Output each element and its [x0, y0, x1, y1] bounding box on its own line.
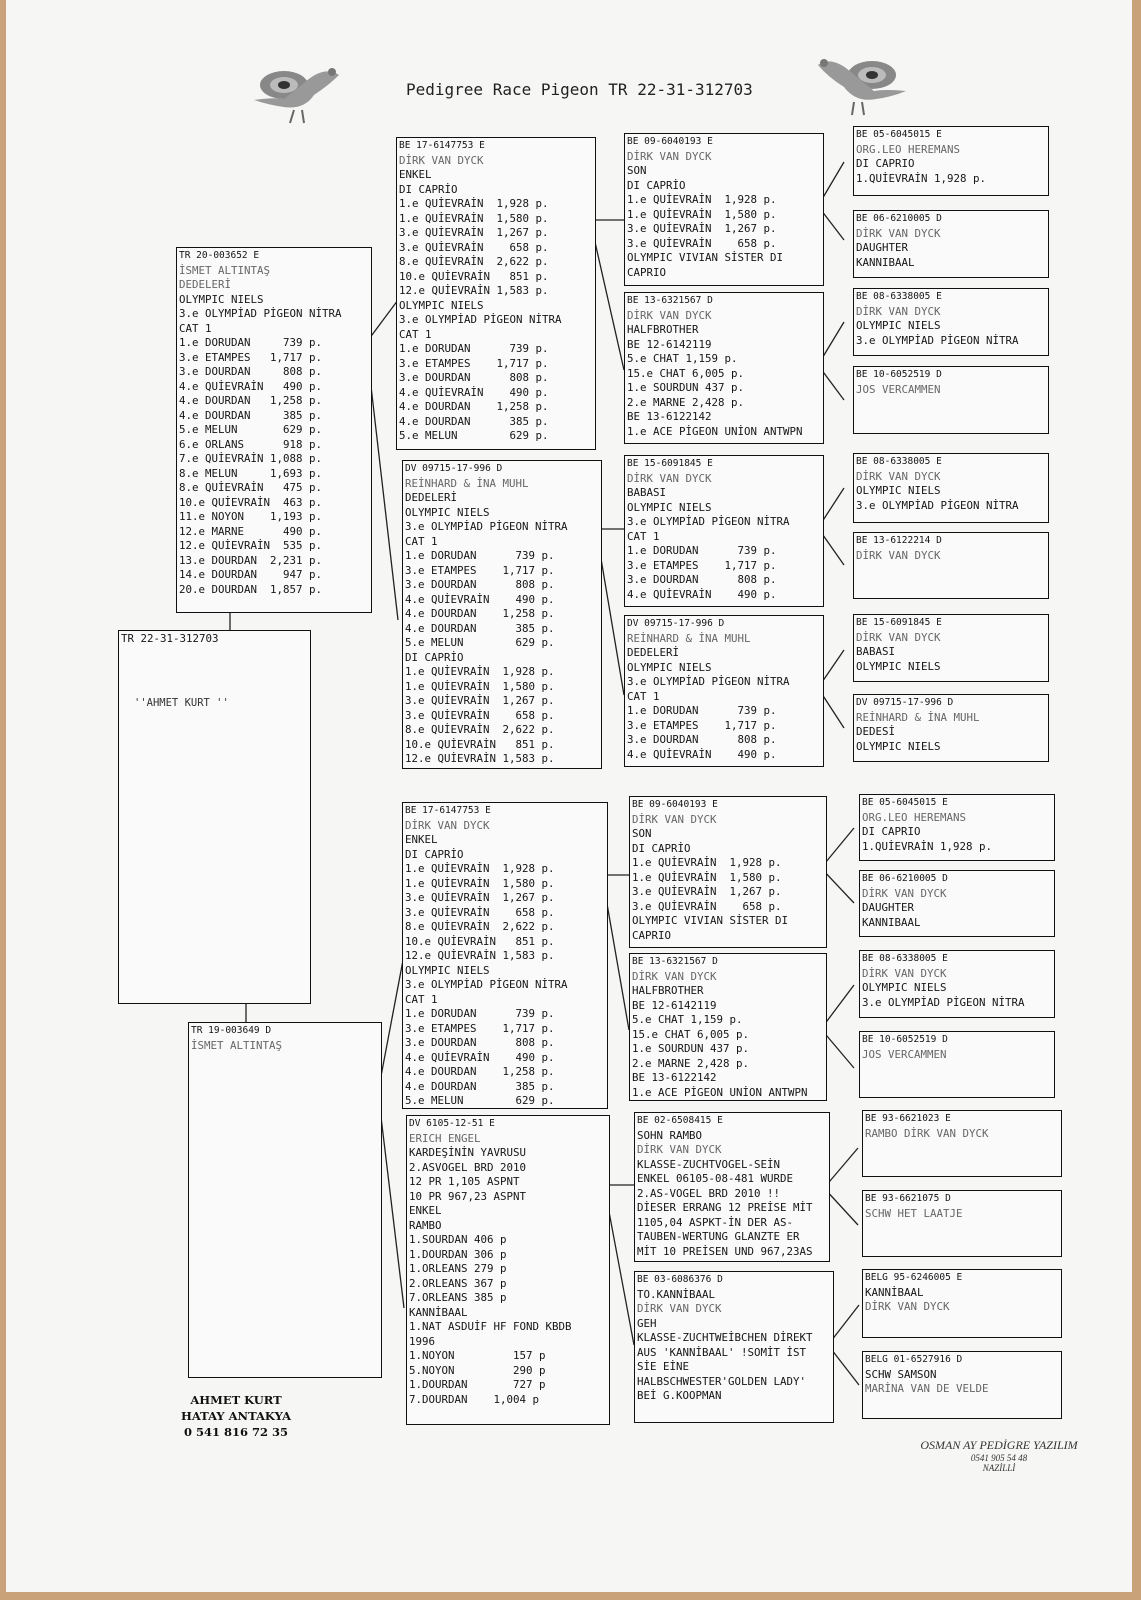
ring-number: BE 15-6091845 E [856, 617, 942, 628]
granddam-maternal-box [406, 1115, 610, 1425]
pedigree-line: 1.e DORUDAN 739 p. [179, 336, 323, 349]
ring-number: BELG 95-6246005 E [865, 1272, 963, 1283]
dam-box [188, 1022, 382, 1378]
pedigree-line: CAT 1 [399, 327, 432, 341]
pedigree-line: DİRK VAN DYCK [405, 818, 490, 832]
pedigree-line: 1.e QUİEVRAİN 1,580 p. [627, 207, 777, 221]
pedigree-line: 3.e ETAMPES 1,717 p. [179, 350, 323, 364]
pedigree-line: 10.e QUİEVRAİN 851 p. [405, 737, 555, 751]
ancestor-g5-5-box [853, 453, 1049, 523]
pedigree-line: 3.e DOURDAN 808 p. [405, 1036, 555, 1049]
pedigree-line: KANNIBAAL [862, 915, 921, 929]
pedigree-line: SOHN RAMBO [637, 1128, 703, 1142]
pedigree-line: 20.e DOURDAN 1,857 p. [179, 582, 323, 596]
ancestor-g5-10-box [859, 870, 1055, 937]
ring-number: BE 08-6338005 E [856, 291, 942, 302]
pedigree-line: 3.e QUİEVRAİN 1,267 p. [405, 694, 555, 707]
pedigree-line: 3.e QUİEVRAİN 658 p. [405, 905, 555, 919]
pedigree-line: ERICH ENGEL [409, 1131, 481, 1145]
pedigree-line: DİRK VAN DYCK [856, 630, 941, 644]
pedigree-line: AUS 'KANNİBAAL' !SOMİT İST [637, 1345, 807, 1359]
pedigree-line: DİRK VAN DYCK [856, 548, 941, 562]
pedigree-line: 4.e DOURDAN 1,258 p. [405, 1065, 555, 1078]
pedigree-line: 10 PR 967,23 ASPNT [409, 1189, 527, 1203]
pedigree-line: 4.e DOURDAN 1,258 p. [405, 607, 555, 620]
pedigree-line: 15.e CHAT 6,005 p. [627, 366, 745, 380]
pedigree-line: 11.e NOYON 1,193 p. [179, 510, 323, 523]
pedigree-line: ORG.LEO HEREMANS [856, 142, 961, 156]
pedigree-line: HALFBROTHER [627, 323, 699, 336]
pedigree-line: ENKEL [409, 1204, 442, 1217]
pedigree-line: 1.e QUİEVRAİN 1,580 p. [405, 876, 555, 890]
pedigree-line: 3.e DOURDAN 808 p. [179, 365, 323, 378]
pedigree-line: KARDEŞİNİN YAVRUSU [409, 1146, 527, 1159]
pedigree-line: OLYMPIC NIELS [856, 659, 941, 673]
pedigree-line: DEDELERİ [405, 491, 458, 504]
breeder-city: HATAY ANTAKYA [180, 1409, 292, 1423]
pedigree-line: 4.e QUİEVRAİN 490 p. [399, 385, 549, 399]
pedigree-line: 1.SOURDAN 406 p [409, 1233, 507, 1246]
pedigree-line: 3.e ETAMPES 1,717 p. [627, 558, 777, 572]
pedigree-line: DİRK VAN DYCK [632, 812, 717, 826]
pedigree-line: 5.e CHAT 1,159 p. [627, 352, 738, 365]
pedigree-line: ORG.LEO HEREMANS [862, 810, 967, 824]
pedigree-line: 5.e MELUN 629 p. [179, 423, 323, 436]
pedigree-line: OLYMPIC NIELS [856, 739, 941, 753]
pedigree-line: 4.e QUİEVRAİN 490 p. [627, 747, 777, 761]
pedigree-line: 1.e DORUDAN 739 p. [399, 342, 549, 355]
pedigree-line: REİNHARD & İNA MUHL [627, 631, 751, 645]
pedigree-line: 1.ORLEANS 279 p [409, 1262, 507, 1275]
pedigree-line: 1996 [409, 1334, 436, 1348]
pedigree-line: 3.e QUİEVRAİN 658 p. [399, 240, 549, 254]
ring-number: BE 05-6045015 E [856, 129, 942, 140]
pedigree-line: 8.e QUİEVRAİN 475 p. [179, 481, 323, 494]
pedigree-line: 8.e MELUN 1,693 p. [179, 466, 323, 480]
pedigree-line: 10.e QUİEVRAİN 463 p. [179, 495, 323, 509]
pedigree-line: 3.e DOURDAN 808 p. [627, 573, 777, 586]
pedigree-line: OLYMPIC NIELS [405, 505, 490, 519]
pedigree-line: 3.e OLYMPİAD PİGEON NİTRA [627, 675, 790, 688]
ring-number: BE 09-6040193 E [627, 136, 713, 147]
ancestor-g4-3-box [624, 455, 824, 607]
pedigree-line: 4.e QUİEVRAİN 490 p. [405, 592, 555, 606]
pedigree-line: OLYMPIC NIELS [856, 484, 941, 497]
pedigree-line: 8.e QUİEVRAİN 2,622 p. [405, 920, 555, 933]
pedigree-line: 2.e MARNE 2,428 p. [627, 395, 745, 409]
pedigree-line: ENKEL [399, 168, 432, 181]
software-phone: 0541 905 54 48 [970, 1453, 1028, 1463]
pedigree-line: SON [632, 827, 652, 840]
ancestor-g4-7-box [634, 1112, 830, 1262]
pedigree-line: 3.e QUİEVRAİN 1,267 p. [405, 891, 555, 904]
pedigree-line: 1.e DORUDAN 739 p. [405, 549, 555, 562]
pedigree-line: DİRK VAN DYCK [627, 149, 712, 163]
ancestor-g5-13-box [862, 1110, 1062, 1177]
pedigree-line: 4.e DOURDAN 385 p. [399, 414, 549, 428]
ancestor-g5-6-box [853, 532, 1049, 599]
ancestor-g5-1-box [853, 126, 1049, 196]
ancestor-g5-8-box [853, 694, 1049, 762]
pedigree-line: İSMET ALTINTAŞ [191, 1038, 283, 1052]
pedigree-line: ENKEL [405, 833, 438, 846]
pedigree-line: BABASI [856, 645, 896, 658]
pedigree-line: RAMBO [409, 1218, 442, 1232]
pedigree-line: BE 12-6142119 [632, 998, 717, 1012]
pedigree-line: REİNHARD & İNA MUHL [856, 710, 980, 724]
pedigree-line: BE 13-6122142 [627, 410, 712, 423]
breeder-contact [176, 1392, 296, 1440]
pedigree-line: CAT 1 [627, 529, 660, 543]
pedigree-line: 2.ASVOGEL BRD 2010 [409, 1160, 527, 1174]
pedigree-line: JOS VERCAMMEN [856, 382, 941, 396]
breeder-phone: 0 541 816 72 35 [183, 1425, 289, 1439]
ring-number: BE 10-6052519 D [862, 1034, 948, 1045]
pedigree-line: OLYMPIC NIELS [862, 981, 947, 994]
pedigree-line: 1.e SOURDUN 437 p. [627, 381, 745, 394]
ring-number: DV 6105-12-51 E [409, 1118, 495, 1129]
pedigree-line: 3.e OLYMPİAD PİGEON NİTRA [179, 307, 342, 320]
ancestor-g4-2-box [624, 292, 824, 444]
pedigree-line: DİRK VAN DYCK [856, 469, 941, 483]
subject-pigeon-box [118, 630, 311, 1004]
pedigree-line: DAUGHTER [856, 241, 909, 254]
pedigree-line: 2.ORLEANS 367 p [409, 1276, 507, 1290]
ring-number: BE 06-6210005 D [856, 213, 942, 224]
pedigree-line: HALFBROTHER [632, 984, 704, 997]
pedigree-line: 12.e QUİEVRAİN 535 p. [179, 539, 323, 552]
pedigree-line: 5.e MELUN 629 p. [405, 636, 555, 649]
pedigree-line: 1.e QUİEVRAİN 1,928 p. [405, 665, 555, 678]
ring-number: BE 06-6210005 D [862, 873, 948, 884]
pedigree-line: BABASI [627, 486, 667, 499]
ring-number: BE 17-6147753 E [405, 805, 491, 816]
pedigree-line: DI CAPRIO [862, 825, 921, 838]
pedigree-line: RAMBO DİRK VAN DYCK [865, 1126, 989, 1140]
ring-number: BE 03-6086376 D [637, 1274, 723, 1285]
pedigree-line: 3.e OLYMPİAD PİGEON NİTRA [862, 995, 1025, 1009]
pedigree-line: 3.e ETAMPES 1,717 p. [399, 356, 549, 370]
pedigree-line: 2.AS-VOGEL BRD 2010 !! [637, 1186, 781, 1200]
ring-number: BE 10-6052519 D [856, 369, 942, 380]
ancestor-g5-3-box [853, 288, 1049, 356]
pedigree-line: 3.e QUİEVRAİN 1,267 p. [627, 222, 777, 235]
pedigree-line: 1.e SOURDUN 437 p. [632, 1042, 750, 1055]
pedigree-line: 3.e QUİEVRAİN 658 p. [405, 708, 555, 722]
ancestor-g5-12-box [859, 1031, 1055, 1098]
ring-number: TR 22-31-312703 [121, 632, 219, 645]
pedigree-line: DİRK VAN DYCK [856, 226, 941, 240]
pedigree-line: 3.e OLYMPİAD PİGEON NİTRA [405, 520, 568, 533]
pedigree-line: DI CAPRİO [405, 847, 464, 861]
ancestor-g5-7-box [853, 614, 1049, 682]
ring-number: DV 09715-17-996 D [627, 618, 725, 629]
pedigree-line: DI CAPRİO [632, 841, 691, 855]
pedigree-line: DAUGHTER [862, 901, 915, 914]
pedigree-line: DEDESİ [856, 725, 896, 738]
grandsire-paternal-box [396, 137, 596, 450]
pedigree-line: 4.e QUİEVRAİN 490 p. [627, 587, 777, 601]
ancestor-g4-5-box [629, 796, 827, 948]
pedigree-line: DİESER ERRANG 12 PREİSE MİT [637, 1201, 813, 1214]
pedigree-line: DEDELERİ [627, 646, 680, 659]
pedigree-line: ENKEL 06105-08-481 WURDE [637, 1172, 794, 1185]
pedigree-line: REİNHARD & İNA MUHL [405, 476, 529, 490]
pedigree-line: TAUBEN-WERTUNG GLANZTE ER [637, 1230, 800, 1243]
pedigree-line: 8.e QUİEVRAİN 2,622 p. [405, 723, 555, 736]
pedigree-line: OLYMPIC NIELS [405, 963, 490, 977]
pedigree-line: SCHW HET LAATJE [865, 1206, 963, 1220]
pedigree-line: 7.ORLEANS 385 p [409, 1291, 507, 1304]
pedigree-line: CAT 1 [405, 534, 438, 548]
ring-number: TR 19-003649 D [191, 1025, 272, 1036]
pedigree-sheet [6, 0, 1132, 1592]
ancestor-g4-4-box [624, 615, 824, 767]
pedigree-line: 3.e OLYMPİAD PİGEON NİTRA [405, 978, 568, 991]
pedigree-line: 4.e DOURDAN 385 p. [405, 621, 555, 635]
pedigree-line: 1.e QUİEVRAİN 1,928 p. [399, 197, 549, 210]
ring-number: BELG 01-6527916 D [865, 1354, 963, 1365]
grandsire-maternal-box [402, 802, 608, 1109]
pedigree-line: 1105,04 ASPKT-İN DER AS- [637, 1215, 794, 1229]
pedigree-line: KANNİBAAL [409, 1305, 468, 1319]
pedigree-line: 4.e QUİEVRAİN 490 p. [179, 379, 323, 393]
pedigree-line: 7.e QUİEVRAİN 1,088 p. [179, 452, 323, 465]
ancestor-g5-9-box [859, 794, 1055, 861]
pedigree-line: MİT 10 PREİSEN UND 967,23AS [637, 1244, 813, 1258]
pedigree-line: OLYMPIC NIELS [627, 500, 712, 514]
pedigree-line: 1.e DORUDAN 739 p. [627, 704, 777, 717]
pedigree-line: SİE EİNE [637, 1360, 690, 1373]
ancestor-g5-16-box [862, 1351, 1062, 1419]
pedigree-line: OLYMPIC NIELS [856, 319, 941, 332]
pedigree-line: 12.e QUİEVRAİN 1,583 p. [405, 949, 555, 962]
pedigree-line: 5.NOYON 290 p [409, 1363, 546, 1377]
granddam-paternal-box [402, 460, 602, 769]
pedigree-line: DI CAPRİO [399, 182, 458, 196]
software-name: OSMAN AY PEDİGRE YAZILIM [920, 1438, 1078, 1452]
pedigree-line: DI CAPRİO [405, 650, 464, 664]
pedigree-line: 12.e QUİEVRAİN 1,583 p. [399, 284, 549, 297]
pedigree-line: 12.e MARNE 490 p. [179, 524, 323, 538]
pedigree-line: SCHW SAMSON [865, 1367, 937, 1381]
pedigree-line: 1.e QUİEVRAİN 1,580 p. [632, 870, 782, 884]
pedigree-line: 1.QUİEVRAİN 1,928 p. [862, 839, 993, 853]
pedigree-line: OLYMPIC NIELS [179, 292, 264, 306]
pedigree-line: CAPRIO [627, 265, 667, 279]
ring-number: BE 02-6508415 E [637, 1115, 723, 1126]
pedigree-line: MARİNA VAN DE VELDE [865, 1382, 989, 1395]
pedigree-line: SON [627, 164, 647, 177]
pedigree-line: 10.e QUİEVRAİN 851 p. [399, 269, 549, 283]
pedigree-line: 3.e DOURDAN 808 p. [627, 733, 777, 746]
pedigree-line: DİRK VAN DYCK [637, 1302, 722, 1315]
pedigree-line: 1.e DORUDAN 739 p. [405, 1007, 555, 1020]
sire-box [176, 247, 372, 613]
pedigree-line: 14.e DOURDAN 947 p. [179, 568, 323, 581]
pedigree-line: KANNİBAAL [865, 1285, 924, 1299]
pedigree-line: BE 12-6142119 [627, 337, 712, 351]
pedigree-line: 1.NAT ASDUİF HF FOND KBDB [409, 1320, 572, 1333]
pedigree-line: 3.e ETAMPES 1,717 p. [405, 563, 555, 577]
pedigree-line: CAT 1 [179, 321, 212, 335]
pedigree-line: KLASSE-ZUCHTVOGEL-SEİN [637, 1157, 781, 1171]
pedigree-line: 5.e MELUN 629 p. [399, 429, 549, 442]
pedigree-line: 12 PR 1,105 ASPNT [409, 1175, 520, 1188]
pedigree-line: KANNIBAAL [856, 255, 915, 269]
pedigree-line: GEH [637, 1316, 657, 1330]
pedigree-line: 1.e QUİEVRAİN 1,928 p. [405, 862, 555, 875]
pedigree-line: 6.e ORLANS 918 p. [179, 437, 323, 451]
pedigree-line: 1.e QUİEVRAİN 1,928 p. [627, 193, 777, 206]
ancestor-g4-1-box [624, 133, 824, 286]
pedigree-line: DİRK VAN DYCK [632, 969, 717, 983]
pedigree-line: DİRK VAN DYCK [627, 471, 712, 485]
pedigree-line: JOS VERCAMMEN [862, 1047, 947, 1061]
subject-owner: ''AHMET KURT '' [134, 697, 229, 709]
pedigree-line: BE 13-6122142 [632, 1071, 717, 1084]
pedigree-line: 3.e DOURDAN 808 p. [405, 578, 555, 591]
ancestor-g4-8-box [634, 1271, 834, 1423]
ring-number: BE 17-6147753 E [399, 140, 485, 151]
pedigree-line: 3.e ETAMPES 1,717 p. [405, 1021, 555, 1035]
ring-number: BE 93-6621075 D [865, 1193, 951, 1204]
pedigree-line: TO.KANNİBAAL [637, 1287, 716, 1301]
pedigree-line: KLASSE-ZUCHTWEİBCHEN DİREKT [637, 1331, 813, 1344]
pedigree-line: DİRK VAN DYCK [856, 304, 941, 318]
ring-number: BE 05-6045015 E [862, 797, 948, 808]
pedigree-line: 3.e QUİEVRAİN 1,267 p. [399, 226, 549, 239]
pedigree-line: 12.e QUİEVRAİN 1,583 p. [405, 752, 555, 765]
pedigree-line: 3.e OLYMPİAD PİGEON NİTRA [856, 333, 1019, 347]
pedigree-line: 1.QUİEVRAİN 1,928 p. [856, 171, 987, 185]
pedigree-line: İSMET ALTINTAŞ [179, 263, 271, 277]
pedigree-line: 4.e DOURDAN 385 p. [405, 1079, 555, 1093]
pedigree-line: 3.e QUİEVRAİN 658 p. [632, 899, 782, 913]
pedigree-line: DİRK VAN DYCK [865, 1300, 950, 1313]
software-credit [904, 1438, 1094, 1473]
page-title: Pedigree Race Pigeon TR 22-31-312703 [406, 80, 753, 99]
pedigree-line: 1.e ACE PİGEON UNİON ANTWPN [627, 424, 803, 438]
breeder-name: AHMET KURT [190, 1393, 282, 1407]
pedigree-line: 1.NOYON 157 p [409, 1349, 546, 1362]
pedigree-line: 7.DOURDAN 1,004 p [409, 1392, 540, 1406]
pedigree-line: BEİ G.KOOPMAN [637, 1389, 722, 1402]
ancestor-g5-2-box [853, 210, 1049, 278]
pedigree-line: OLYMPIC NIELS [399, 298, 484, 312]
pedigree-line: 1.DOURDAN 306 p [409, 1247, 507, 1261]
pedigree-line: DİRK VAN DYCK [627, 308, 712, 322]
pedigree-line: DİRK VAN DYCK [862, 886, 947, 900]
pedigree-line: DEDELERİ [179, 278, 232, 291]
ring-number: DV 09715-17-996 D [856, 697, 954, 708]
pedigree-line: 3.e DOURDAN 808 p. [399, 371, 549, 384]
pedigree-line: 13.e DOURDAN 2,231 p. [179, 553, 323, 567]
pedigree-line: 1.e QUİEVRAİN 1,928 p. [632, 856, 782, 869]
pedigree-line: DİRK VAN DYCK [637, 1143, 722, 1156]
ring-number: DV 09715-17-996 D [405, 463, 503, 474]
pedigree-line: 1.DOURDAN 727 p [409, 1378, 546, 1391]
pedigree-line: DİRK VAN DYCK [399, 153, 484, 167]
pedigree-line: 2.e MARNE 2,428 p. [632, 1056, 750, 1070]
ancestor-g5-11-box [859, 950, 1055, 1018]
pedigree-line: 15.e CHAT 6,005 p. [632, 1027, 750, 1041]
pedigree-line: 1.e QUİEVRAİN 1,580 p. [405, 679, 555, 693]
pedigree-line: 5.e MELUN 629 p. [405, 1094, 555, 1107]
pedigree-line: OLYMPIC VIVIAN SİSTER DI [632, 914, 789, 927]
pedigree-line: DI CAPRIO [856, 157, 915, 170]
pedigree-line: CAT 1 [627, 689, 660, 703]
ring-number: BE 13-6321567 D [632, 956, 718, 967]
ring-number: BE 93-6621023 E [865, 1113, 951, 1124]
ring-number: BE 08-6338005 E [862, 953, 948, 964]
ancestor-g5-14-box [862, 1190, 1062, 1257]
pedigree-line: 1.e QUİEVRAİN 1,580 p. [399, 211, 549, 225]
pedigree-line: 3.e OLYMPİAD PİGEON NİTRA [856, 498, 1019, 512]
pedigree-line: 4.e DOURDAN 385 p. [179, 408, 323, 422]
pedigree-line: 3.e OLYMPİAD PİGEON NİTRA [399, 313, 562, 326]
ring-number: BE 13-6122214 D [856, 535, 942, 546]
pedigree-line: 3.e QUİEVRAİN 658 p. [627, 236, 777, 250]
ancestor-g4-6-box [629, 953, 827, 1101]
pedigree-line: DI CAPRİO [627, 178, 686, 192]
ring-number: BE 09-6040193 E [632, 799, 718, 810]
ring-number: BE 08-6338005 E [856, 456, 942, 467]
pedigree-line: 1.e DORUDAN 739 p. [627, 544, 777, 557]
pedigree-line: OLYMPIC NIELS [627, 660, 712, 674]
pedigree-line: 1.e ACE PİGEON UNİON ANTWPN [632, 1085, 808, 1099]
ring-number: TR 20-003652 E [179, 250, 260, 261]
ancestor-g5-4-box [853, 366, 1049, 434]
pedigree-line: 3.e OLYMPİAD PİGEON NİTRA [627, 515, 790, 528]
pedigree-line: 3.e QUİEVRAİN 1,267 p. [632, 885, 782, 898]
pedigree-line: CAT 1 [405, 992, 438, 1006]
pedigree-line: 3.e ETAMPES 1,717 p. [627, 718, 777, 732]
ring-number: BE 15-6091845 E [627, 458, 713, 469]
pedigree-line: 4.e DOURDAN 1,258 p. [179, 394, 323, 407]
pedigree-line: 8.e QUİEVRAİN 2,622 p. [399, 255, 549, 268]
pedigree-line: 4.e QUİEVRAİN 490 p. [405, 1050, 555, 1064]
pedigree-line: 5.e CHAT 1,159 p. [632, 1013, 743, 1026]
software-city: NAZİLLİ [982, 1463, 1016, 1473]
ring-number: BE 13-6321567 D [627, 295, 713, 306]
pedigree-line: 10.e QUİEVRAİN 851 p. [405, 934, 555, 948]
pedigree-line: CAPRIO [632, 928, 672, 942]
pedigree-line: DİRK VAN DYCK [862, 966, 947, 980]
pedigree-line: 4.e DOURDAN 1,258 p. [399, 400, 549, 413]
pedigree-line: HALBSCHWESTER'GOLDEN LADY' [637, 1374, 807, 1388]
pedigree-line: OLYMPIC VIVIAN SİSTER DI [627, 251, 784, 264]
ancestor-g5-15-box [862, 1269, 1062, 1338]
